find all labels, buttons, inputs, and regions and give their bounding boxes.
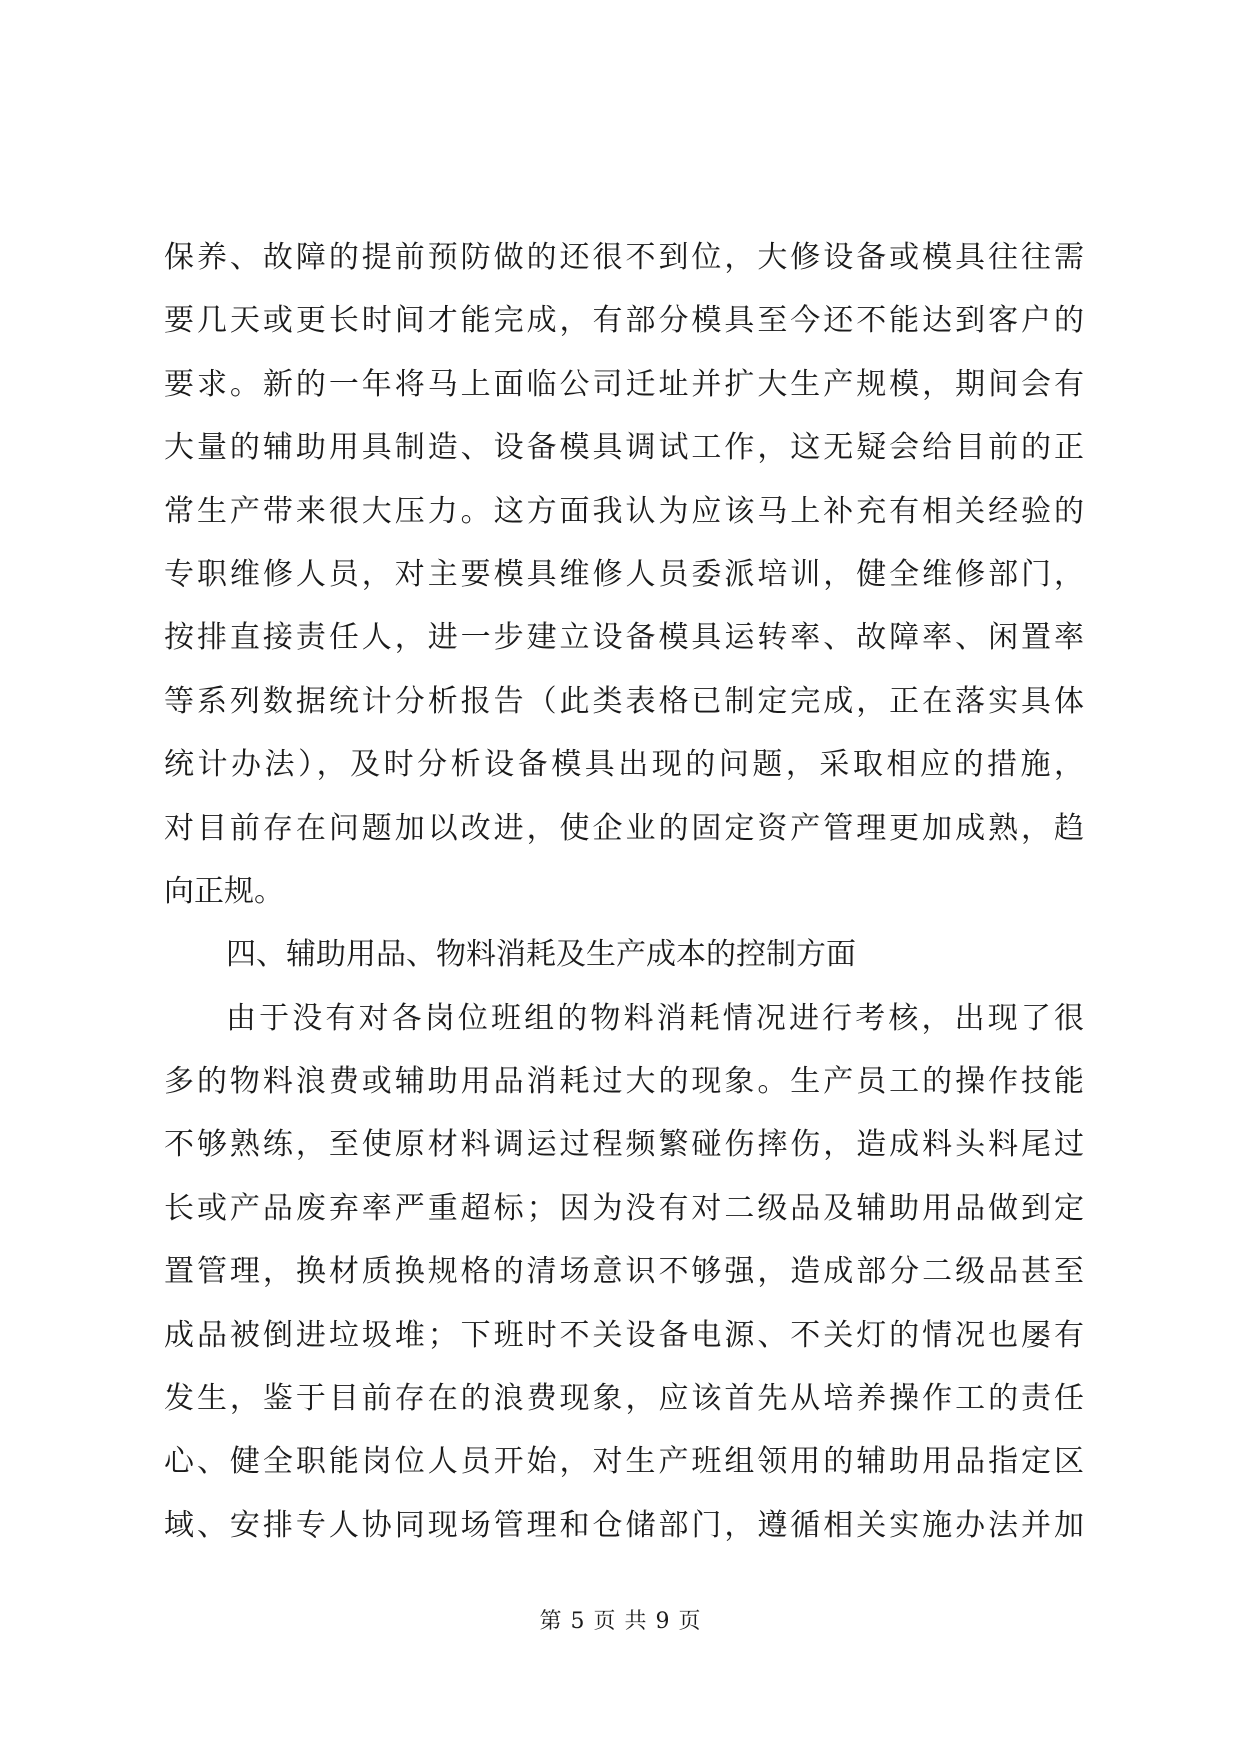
text-line: 专职维修人员，对主要模具维修人员委派培训，健全维修部门，: [164, 556, 1084, 592]
text-line: 由于没有对各岗位班组的物料消耗情况进行考核，出现了很: [226, 1000, 1084, 1036]
page-footer: 第 5 页 共 9 页: [539, 1609, 702, 1634]
text-line: 成品被倒进垃圾堆；下班时不关设备电源、不关灯的情况也屡有: [164, 1317, 1084, 1353]
text-line: 四、辅助用品、物料消耗及生产成本的控制方面: [226, 937, 856, 973]
text-line: 按排直接责任人，进一步建立设备模具运转率、故障率、闲置率: [164, 620, 1084, 656]
text-line: 要求。新的一年将马上面临公司迁址并扩大生产规模，期间会有: [164, 366, 1084, 402]
text-line: 常生产带来很大压力。这方面我认为应该马上补充有相关经验的: [164, 493, 1084, 529]
text-line: 等系列数据统计分析报告（此类表格已制定完成，正在落实具体: [164, 683, 1084, 719]
text-line: 不够熟练，至使原材料调运过程频繁碰伤摔伤，造成料头料尾过: [164, 1127, 1084, 1163]
text-line: 心、健全职能岗位人员开始，对生产班组领用的辅助用品指定区: [164, 1444, 1084, 1480]
text-line: 长或产品废弃率严重超标；因为没有对二级品及辅助用品做到定: [164, 1190, 1084, 1226]
text-line: 对目前存在问题加以改进，使企业的固定资产管理更加成熟，趋: [164, 810, 1084, 846]
text-line: 要几天或更长时间才能完成，有部分模具至今还不能达到客户的: [164, 303, 1084, 339]
text-line: 发生，鉴于目前存在的浪费现象，应该首先从培养操作工的责任: [164, 1381, 1084, 1417]
text-line: 大量的辅助用具制造、设备模具调试工作，这无疑会给目前的正: [164, 430, 1084, 466]
text-line: 域、安排专人协同现场管理和仓储部门，遵循相关实施办法并加: [164, 1507, 1084, 1543]
text-line: 向正规。: [164, 873, 284, 909]
document-body: [164, 226, 1084, 1557]
text-line: 多的物料浪费或辅助用品消耗过大的现象。生产员工的操作技能: [164, 1064, 1084, 1100]
text-line: 保养、故障的提前预防做的还很不到位，大修设备或模具往往需: [164, 240, 1084, 275]
text-line: 统计办法），及时分析设备模具出现的问题，采取相应的措施，: [164, 747, 1084, 783]
text-line: 置管理，换材质换规格的清场意识不够强，造成部分二级品甚至: [164, 1254, 1084, 1290]
